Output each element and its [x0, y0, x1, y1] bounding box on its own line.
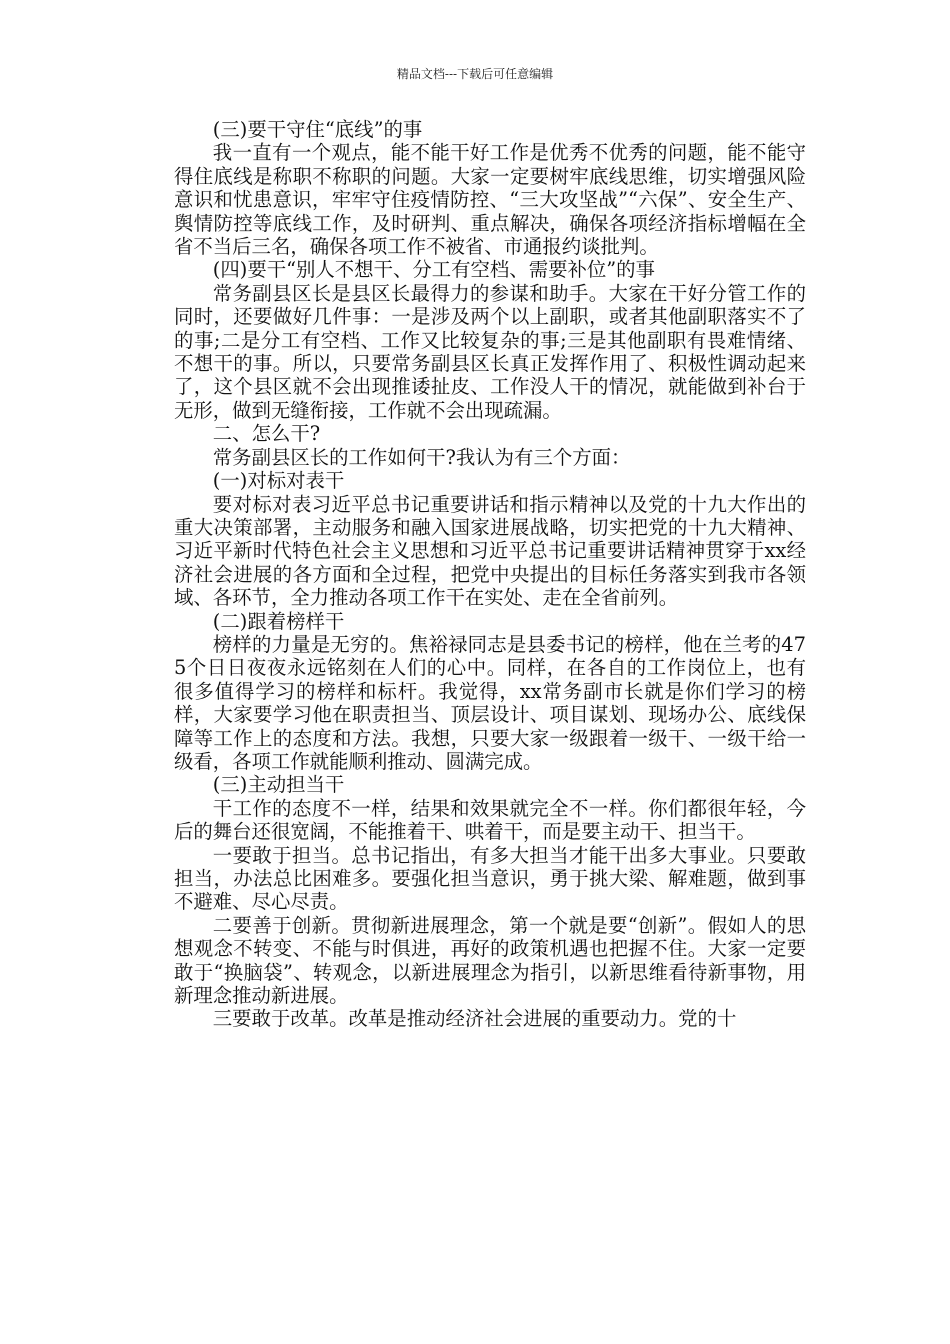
paragraph-take-charge: 干工作的态度不一样，结果和效果就完全不一样。你们都很年轻，今后的舞台还很宽阔，不能推着干、哄着干，而是要主动干、担当干。 [174, 796, 806, 844]
document-body [174, 118, 806, 1031]
page-header: 精品文档---下载后可任意编辑 [396, 67, 554, 81]
section-heading-bottom-line: (三)要干守住“底线”的事 [212, 118, 423, 141]
section-heading-how-to-do: 二、怎么干? [212, 422, 321, 446]
paragraph-how-to-do-intro: 常务副县区长的工作如何干?我认为有三个方面： [212, 445, 631, 469]
section-heading-fill-gap: (四)要干“别人不想干、分工有空档、需要补位”的事 [212, 258, 655, 282]
paragraph-reform: 三要敢于改革。改革是推动经济社会进展的重要动力。党的十 [212, 1007, 737, 1031]
paragraph-bottom-line: 我一直有一个观点，能不能干好工作是优秀不优秀的问题，能不能守得住底线是称职不称职的问题。大家一定要树牢底线思维，切实增强风险意识和忧患意识，牢牢守住疫情防控、“三大攻坚战”“六保”、安全生产、舆情防控等底线工作，及时研判、重点解决，确保各项经济指标增幅在全省不当后三名，确保各项工作不被省、市通报约谈批判。 [174, 141, 806, 259]
section-heading-take-charge: (三)主动担当干 [212, 773, 345, 797]
paragraph-benchmark: 要对标对表习近平总书记重要讲话和指示精神以及党的十九大作出的重大决策部署，主动服务和融入国家进展战略，切实把党的十九大精神、习近平新时代特色社会主义思想和习近平总书记重要讲话精神贯穿于xx经济社会进展的各方面和全过程，把党中央提出的目标任务落实到我市各领域、各环节，全力推动各项工作干在实处、走在全省前列。 [174, 492, 806, 610]
section-heading-benchmark: (一)对标对表干 [212, 469, 345, 493]
paragraph-role-model: 榜样的力量是无穷的。焦裕禄同志是县委书记的榜样，他在兰考的475个日日夜夜永远铭刻在人们的心中。同样，在各自的工作岗位上，也有很多值得学习的榜样和标杆。我觉得，xx常务副市长就是你们学习的榜样，大家要学习他在职责担当、顶层设计、项目谋划、现场办公、底线保障等工作上的态度和方法。我想，只要大家一级跟着一级干、一级干给一级看，各项工作就能顺利推动、圆满完成。 [174, 632, 806, 773]
paragraph-innovation: 二要善于创新。贯彻新进展理念，第一个就是要“创新”。假如人的思想观念不转变、不能与时俱进，再好的政策机遇也把握不住。大家一定要敢于“换脑袋”、转观念，以新进展理念为指引，以新思维看待新事物，用新理念推动新进展。 [174, 913, 806, 1008]
paragraph-fill-gap: 常务副县区长是县区长最得力的参谋和助手。大家在干好分管工作的同时，还要做好几件事：一是涉及两个以上副职，或者其他副职落实不了的事;二是分工有空档、工作又比较复杂的事;三是其他副职有畏难情绪、不想干的事。所以，只要常务副县区长真正发挥作用了、积极性调动起来了，这个县区就不会出现推诿扯皮、工作没人干的情况，就能做到补台于无形，做到无缝衔接，工作就不会出现疏漏。 [174, 281, 806, 422]
section-heading-role-model: (二)跟着榜样干 [212, 609, 345, 633]
paragraph-dare-responsibility: 一要敢于担当。总书记指出，有多大担当才能干出多大事业。只要敢担当，办法总比困难多。要强化担当意识，勇于挑大梁、解难题，做到事不避难、尽心尽责。 [174, 843, 806, 914]
